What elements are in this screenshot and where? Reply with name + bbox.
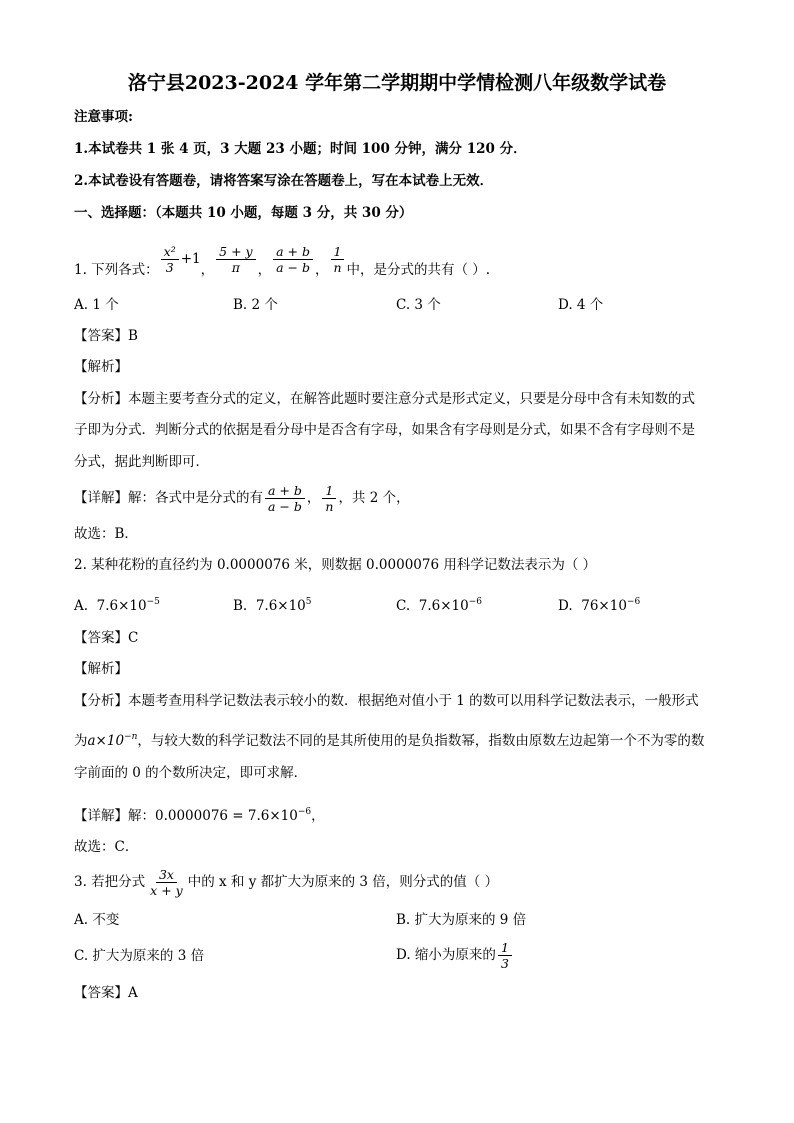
q2-option-b: B. $7.6\times 10^5$ xyxy=(233,597,312,614)
q3-option-b: B. 扩大为原来的 9 倍 xyxy=(396,912,527,928)
q1-analysis-line-2: 子即为分式．判断分式的依据是看分母中是否含有字母，如果含有字母则是分式，如果不含有字母则不是 xyxy=(74,422,695,438)
page-title: 洛宁县2023-2024 学年第二学期期中学情检测八年级数学试卷 xyxy=(127,72,667,94)
question-3: 3. 若把分式 $\frac{3x}{x + y}$ 中的 x 和 y 都扩大为原来的 3 倍，则分式的值（ ） xyxy=(74,867,499,898)
q1-detail: 【详解】解：各式中是分式的有 $\frac{a + b}{a - b}$ ， $\frac{1}{n}$ ，共 2 个， xyxy=(74,483,410,514)
q1-option-b: B. 2 个 xyxy=(233,297,278,313)
q3-fraction: $\frac{3x}{x + y}$ xyxy=(150,867,183,898)
q3-answer: 【答案】A xyxy=(74,985,138,1001)
q2-answer: 【答案】C xyxy=(74,630,139,646)
q2-option-a: A. $7.6\times 10^{-5}$ xyxy=(74,597,160,614)
q2-option-c: C. $7.6\times 10^{-6}$ xyxy=(396,597,482,614)
notice-heading: 注意事项: xyxy=(74,109,133,125)
q2-analysis-line-2: 为$a\times 10^{-n}$，与较大数的科学记数法不同的是其所使用的是负指数幂，指数由原数左边起第一个不为零的数 xyxy=(74,732,705,749)
q1-fraction-1-tail: +1 xyxy=(180,251,201,267)
q2-jiexi: 【解析】 xyxy=(74,661,128,677)
q1-fraction-4: $\frac{1}{n}$ xyxy=(330,244,344,275)
q1-option-d: D. 4 个 xyxy=(558,297,604,313)
question-2: 2. 某种花粉的直径约为 0.0000076 米，则数据 0.0000076 用科学记数法表示为（ ） xyxy=(74,557,597,573)
q1-fraction-3: $\frac{a + b}{a - b}$ xyxy=(273,244,313,275)
q1-choice: 故选：B． xyxy=(74,526,138,542)
q3-option-d-fraction: $\frac{1}{3}$ xyxy=(498,940,512,971)
q1-detail-fraction-1: $\frac{a + b}{a - b}$ xyxy=(265,483,305,514)
question-1: 1. 下列各式： $\frac{\text{x²}}{3}$ +1， $\frac{5 + y}{\pi}$ ， $\frac{a + b}{a - b}$ ， $\frac{1}{n}$ 中，是分式的共有（ ）. xyxy=(74,244,491,278)
q1-option-a: A. 1 个 xyxy=(74,297,119,313)
section-heading: 一、选择题：（本题共 10 小题，每题 3 分，共 30 分） xyxy=(74,205,413,221)
q2-detail: 【详解】解：$0.0000076 = 7.6\times 10^{-6}$， xyxy=(74,807,325,824)
q1-prefix: 1. 下列各式： xyxy=(74,262,159,278)
q3-option-a: A. 不变 xyxy=(74,912,120,928)
q1-jiexi: 【解析】 xyxy=(74,359,128,375)
notice-line-2: 2.本试卷设有答题卷，请将答案写涂在答题卷上，写在本试卷上无效． xyxy=(74,173,494,189)
q1-option-c: C. 3 个 xyxy=(396,297,441,313)
q2-choice: 故选：C． xyxy=(74,839,139,855)
q1-detail-fraction-2: $\frac{1}{n}$ xyxy=(322,483,336,514)
q1-fraction-1: $\frac{\text{x²}}{3}$ xyxy=(161,244,179,275)
q1-analysis-line-3: 分式，据此判断即可． xyxy=(74,454,209,470)
q2-analysis-line-3: 字前面的 0 的个数所决定，即可求解． xyxy=(74,765,308,781)
q3-option-c: C. 扩大为原来的 3 倍 xyxy=(74,948,205,964)
q1-fraction-2: $\frac{5 + y}{\pi}$ xyxy=(216,244,255,275)
q2-analysis-line-1: 【分析】本题考查用科学记数法表示较小的数．根据绝对值小于 1 的数可以用科学记数法表示，一般形式 xyxy=(74,693,699,709)
q1-answer: 【答案】B xyxy=(74,328,138,344)
q2-option-d: D. $76\times 10^{-6}$ xyxy=(558,597,641,614)
q1-suffix: 中，是分式的共有（ ）. xyxy=(346,262,491,278)
q3-option-d: D. 缩小为原来的 $\frac{1}{3}$ xyxy=(396,935,514,975)
q1-analysis-line-1: 【分析】本题主要考查分式的定义，在解答此题时要注意分式是形式定义，只要是分母中含有未知数的式 xyxy=(74,391,695,407)
notice-line-1: 1.本试卷共 1 张 4 页，3 大题 23 小题；时间 100 分钟，满分 120 分． xyxy=(74,141,527,157)
